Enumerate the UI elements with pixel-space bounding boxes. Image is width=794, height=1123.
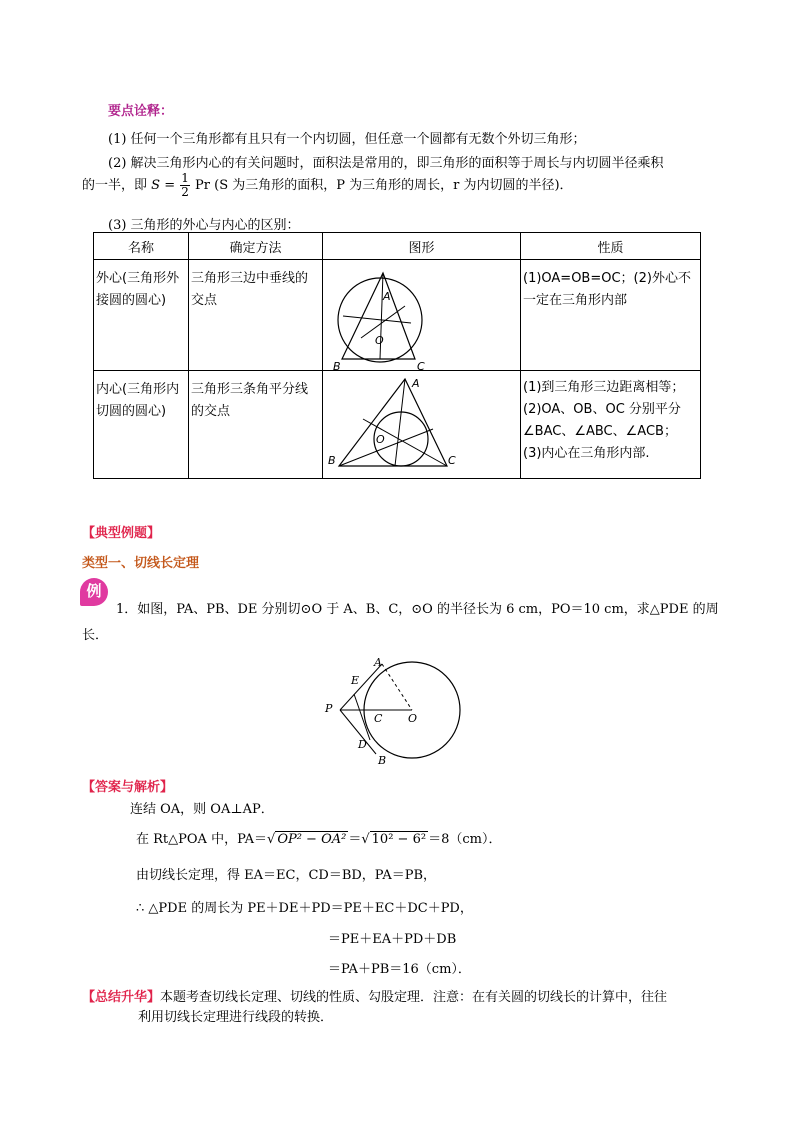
- label-D: D: [358, 738, 367, 751]
- label-P: P: [325, 702, 333, 715]
- label-O: O: [408, 712, 418, 725]
- label-O: O: [376, 433, 385, 446]
- prop-1: (1)到三角形三边距离相等；: [523, 380, 685, 395]
- th-method: 确定方法: [189, 233, 323, 260]
- answer-heading: 【答案与解析】: [82, 780, 174, 795]
- label-C: C: [448, 454, 456, 467]
- answer-line-2: 在 Rt△POA 中，PA＝√ OP² − OA² ＝√ 10² − 6² ＝8（cm）．: [136, 832, 502, 847]
- answer-l2-post: ＝8（cm）．: [428, 832, 502, 847]
- answer-line-6: ＝PA＋PB＝16（cm）．: [328, 962, 471, 977]
- label-A: A: [383, 290, 391, 303]
- cell-name: 内心(三角形内切圆的圆心): [96, 382, 180, 419]
- formula-lhs: S =: [151, 178, 176, 193]
- table-row: [94, 371, 701, 479]
- answer-line-4: ∴ △PDE 的周长为 PE＋DE＋PD＝PE＋EC＋DC＋PD，: [136, 901, 473, 916]
- tangent-figure: [318, 650, 478, 768]
- answer-line-5: ＝PE＋EA＋PD＋DB: [328, 932, 457, 947]
- label-C: C: [417, 360, 425, 370]
- note-2-post: (S 为三角形的面积，P 为三角形的周长，r 为内切圆的半径)．: [214, 178, 573, 193]
- summary-text-1: 本题考查切线长定理、切线的性质、勾股定理．注意：在有关圆的切线长的计算中，往往: [160, 990, 668, 1005]
- circumcenter-figure: [323, 260, 520, 370]
- answer-l2-pre: 在 Rt△POA 中，PA＝: [136, 832, 268, 847]
- summary-heading: 【总结升华】: [82, 990, 161, 1005]
- note-3: (3) 三角形的外心与内心的区别：: [108, 218, 300, 233]
- note-2-line1: (2) 解决三角形内心的有关问题时，面积法是常用的，即三角形的面积等于周长与内切圆半径乘积: [108, 156, 664, 171]
- label-C: C: [374, 712, 383, 725]
- examples-heading: 【典型例题】: [82, 526, 161, 541]
- label-A: A: [412, 377, 420, 390]
- label-B: B: [378, 754, 387, 767]
- label-A: A: [374, 656, 382, 669]
- answer-line-1: 连结 OA，则 OA⊥AP．: [130, 802, 274, 817]
- summary-line-2: 利用切线长定理进行线段的转换．: [138, 1010, 334, 1025]
- example-badge-icon: 例: [80, 578, 108, 606]
- summary-line-1: [82, 986, 667, 1005]
- type-1-heading: 类型一、切线长定理: [82, 556, 200, 571]
- note-1: (1) 任何一个三角形都有且只有一个内切圆，但任意一个圆都有无数个外切三角形；: [108, 132, 586, 147]
- th-name: 名称: [94, 233, 189, 260]
- answer-line-3: 由切线长定理，得 EA＝EC，CD＝BD，PA＝PB，: [136, 868, 437, 883]
- prop-2: (2)OA、OB、OC 分别平分∠BAC、∠ABC、∠ACB；: [523, 402, 681, 439]
- th-figure: 图形: [323, 233, 521, 260]
- table-header-row: [94, 233, 701, 260]
- cell-method: 三角形三条角平分线的交点: [191, 382, 309, 419]
- table-row: [94, 260, 701, 371]
- cell-name: 外心(三角形外接圆的圆心): [96, 271, 180, 308]
- note-2-pre: 的一半，即: [82, 178, 148, 193]
- label-O: O: [375, 334, 384, 347]
- cell-props: (1)OA=OB=OC；(2)外心不一定在三角形内部: [523, 271, 691, 308]
- prop-3: (3)内心在三角形内部.: [523, 446, 650, 461]
- label-B: B: [333, 360, 341, 370]
- question-line-1: 1．如图，PA、PB、DE 分别切⊙O 于 A、B、C，⊙O 的半径长为 6 cm，PO＝10 cm，求△PDE 的周: [116, 602, 719, 617]
- cell-method: 三角形三边中垂线的交点: [191, 271, 309, 308]
- incenter-figure: [323, 371, 520, 478]
- formula-fraction: [180, 172, 190, 199]
- label-B: B: [328, 454, 336, 467]
- frac-num: 1: [181, 171, 189, 185]
- th-props: 性质: [521, 233, 701, 260]
- question-line-2: 长．: [82, 628, 109, 643]
- frac-den: 2: [181, 185, 189, 199]
- label-E: E: [351, 674, 360, 687]
- notes-heading: 要点诠释：: [108, 104, 174, 119]
- cell-props: [521, 371, 700, 465]
- radical-2: 10² − 6²: [371, 832, 427, 847]
- radical-1: OP² − OA²: [277, 832, 347, 847]
- answer-l2-mid: ＝: [348, 832, 362, 847]
- formula-rhs: Pr: [195, 178, 210, 193]
- note-2-line2: [82, 172, 573, 200]
- center-comparison-table: [93, 232, 701, 479]
